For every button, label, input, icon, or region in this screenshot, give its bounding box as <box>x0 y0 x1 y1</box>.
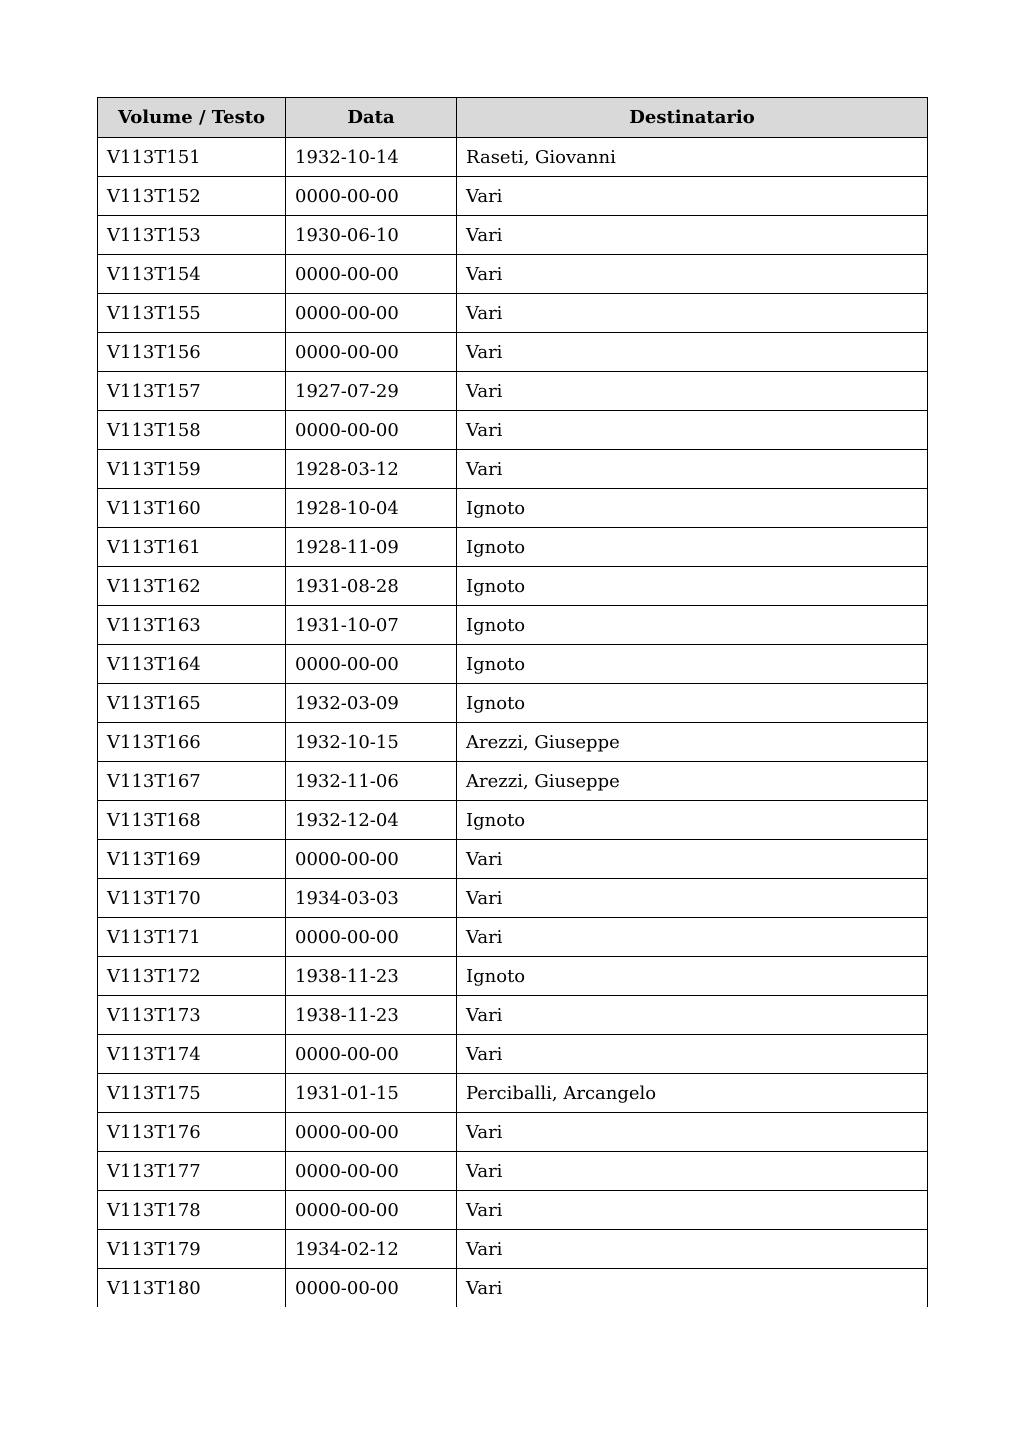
cell-destinatario: Vari <box>457 177 928 216</box>
document-table-container <box>97 97 927 1307</box>
cell-data: 1928-03-12 <box>286 450 457 489</box>
table-row <box>98 372 928 411</box>
cell-volume-testo: V113T172 <box>98 957 286 996</box>
table-row <box>98 294 928 333</box>
column-header-data: Data <box>286 98 457 138</box>
cell-data: 1927-07-29 <box>286 372 457 411</box>
table-row <box>98 1269 928 1308</box>
cell-data: 1930-06-10 <box>286 216 457 255</box>
cell-data: 0000-00-00 <box>286 1269 457 1308</box>
cell-volume-testo: V113T168 <box>98 801 286 840</box>
cell-volume-testo: V113T156 <box>98 333 286 372</box>
cell-data: 0000-00-00 <box>286 255 457 294</box>
cell-destinatario: Vari <box>457 840 928 879</box>
cell-data: 0000-00-00 <box>286 333 457 372</box>
cell-destinatario: Perciballi, Arcangelo <box>457 1074 928 1113</box>
cell-volume-testo: V113T155 <box>98 294 286 333</box>
cell-destinatario: Vari <box>457 372 928 411</box>
cell-volume-testo: V113T163 <box>98 606 286 645</box>
cell-data: 1932-03-09 <box>286 684 457 723</box>
cell-destinatario: Arezzi, Giuseppe <box>457 723 928 762</box>
cell-data: 0000-00-00 <box>286 294 457 333</box>
cell-volume-testo: V113T153 <box>98 216 286 255</box>
cell-data: 1934-02-12 <box>286 1230 457 1269</box>
cell-volume-testo: V113T169 <box>98 840 286 879</box>
column-header-volume-testo: Volume / Testo <box>98 98 286 138</box>
cell-volume-testo: V113T160 <box>98 489 286 528</box>
cell-volume-testo: V113T178 <box>98 1191 286 1230</box>
table-row <box>98 1113 928 1152</box>
cell-volume-testo: V113T174 <box>98 1035 286 1074</box>
table-row <box>98 1230 928 1269</box>
table-row <box>98 879 928 918</box>
cell-destinatario: Ignoto <box>457 645 928 684</box>
cell-destinatario: Vari <box>457 333 928 372</box>
cell-destinatario: Vari <box>457 255 928 294</box>
cell-destinatario: Vari <box>457 1035 928 1074</box>
table-row <box>98 645 928 684</box>
cell-data: 1931-01-15 <box>286 1074 457 1113</box>
table-header <box>98 98 928 138</box>
cell-destinatario: Vari <box>457 1269 928 1308</box>
cell-destinatario: Ignoto <box>457 567 928 606</box>
cell-destinatario: Vari <box>457 450 928 489</box>
cell-destinatario: Ignoto <box>457 957 928 996</box>
cell-destinatario: Ignoto <box>457 528 928 567</box>
table-row <box>98 918 928 957</box>
cell-destinatario: Ignoto <box>457 801 928 840</box>
table-row <box>98 1152 928 1191</box>
table-row <box>98 216 928 255</box>
cell-data: 1938-11-23 <box>286 996 457 1035</box>
cell-data: 0000-00-00 <box>286 645 457 684</box>
cell-data: 0000-00-00 <box>286 918 457 957</box>
cell-volume-testo: V113T170 <box>98 879 286 918</box>
table-row <box>98 528 928 567</box>
cell-data: 0000-00-00 <box>286 1035 457 1074</box>
table-row <box>98 996 928 1035</box>
table-row <box>98 333 928 372</box>
cell-destinatario: Vari <box>457 1230 928 1269</box>
cell-volume-testo: V113T177 <box>98 1152 286 1191</box>
table-row <box>98 489 928 528</box>
cell-destinatario: Ignoto <box>457 684 928 723</box>
cell-data: 1932-10-15 <box>286 723 457 762</box>
table-row <box>98 1191 928 1230</box>
table-row <box>98 255 928 294</box>
cell-volume-testo: V113T162 <box>98 567 286 606</box>
table-row <box>98 606 928 645</box>
cell-data: 0000-00-00 <box>286 411 457 450</box>
cell-data: 1931-08-28 <box>286 567 457 606</box>
letters-table <box>97 97 928 1307</box>
cell-volume-testo: V113T171 <box>98 918 286 957</box>
cell-data: 1932-12-04 <box>286 801 457 840</box>
cell-destinatario: Vari <box>457 216 928 255</box>
cell-destinatario: Vari <box>457 411 928 450</box>
cell-data: 1931-10-07 <box>286 606 457 645</box>
cell-destinatario: Ignoto <box>457 489 928 528</box>
header-row <box>98 98 928 138</box>
cell-destinatario: Vari <box>457 1152 928 1191</box>
cell-volume-testo: V113T154 <box>98 255 286 294</box>
cell-destinatario: Vari <box>457 294 928 333</box>
table-row <box>98 684 928 723</box>
cell-volume-testo: V113T159 <box>98 450 286 489</box>
cell-destinatario: Ignoto <box>457 606 928 645</box>
cell-volume-testo: V113T164 <box>98 645 286 684</box>
cell-destinatario: Vari <box>457 879 928 918</box>
cell-volume-testo: V113T179 <box>98 1230 286 1269</box>
cell-volume-testo: V113T176 <box>98 1113 286 1152</box>
cell-volume-testo: V113T167 <box>98 762 286 801</box>
table-row <box>98 567 928 606</box>
cell-data: 1938-11-23 <box>286 957 457 996</box>
cell-destinatario: Raseti, Giovanni <box>457 138 928 177</box>
column-header-destinatario: Destinatario <box>457 98 928 138</box>
cell-data: 1928-11-09 <box>286 528 457 567</box>
table-row <box>98 411 928 450</box>
cell-data: 1932-11-06 <box>286 762 457 801</box>
cell-destinatario: Vari <box>457 1191 928 1230</box>
table-row <box>98 138 928 177</box>
cell-destinatario: Arezzi, Giuseppe <box>457 762 928 801</box>
cell-data: 0000-00-00 <box>286 1191 457 1230</box>
cell-data: 1932-10-14 <box>286 138 457 177</box>
cell-data: 0000-00-00 <box>286 1113 457 1152</box>
cell-data: 1928-10-04 <box>286 489 457 528</box>
table-row <box>98 177 928 216</box>
cell-volume-testo: V113T166 <box>98 723 286 762</box>
cell-volume-testo: V113T165 <box>98 684 286 723</box>
cell-volume-testo: V113T161 <box>98 528 286 567</box>
cell-volume-testo: V113T173 <box>98 996 286 1035</box>
cell-volume-testo: V113T152 <box>98 177 286 216</box>
cell-volume-testo: V113T151 <box>98 138 286 177</box>
cell-volume-testo: V113T158 <box>98 411 286 450</box>
table-row <box>98 801 928 840</box>
cell-data: 0000-00-00 <box>286 177 457 216</box>
table-row <box>98 957 928 996</box>
table-row <box>98 1074 928 1113</box>
cell-data: 0000-00-00 <box>286 1152 457 1191</box>
table-body <box>98 138 928 1308</box>
table-row <box>98 450 928 489</box>
table-row <box>98 1035 928 1074</box>
table-row <box>98 762 928 801</box>
cell-volume-testo: V113T157 <box>98 372 286 411</box>
cell-data: 1934-03-03 <box>286 879 457 918</box>
table-row <box>98 840 928 879</box>
cell-volume-testo: V113T175 <box>98 1074 286 1113</box>
cell-volume-testo: V113T180 <box>98 1269 286 1308</box>
cell-destinatario: Vari <box>457 996 928 1035</box>
cell-destinatario: Vari <box>457 918 928 957</box>
table-row <box>98 723 928 762</box>
cell-destinatario: Vari <box>457 1113 928 1152</box>
cell-data: 0000-00-00 <box>286 840 457 879</box>
